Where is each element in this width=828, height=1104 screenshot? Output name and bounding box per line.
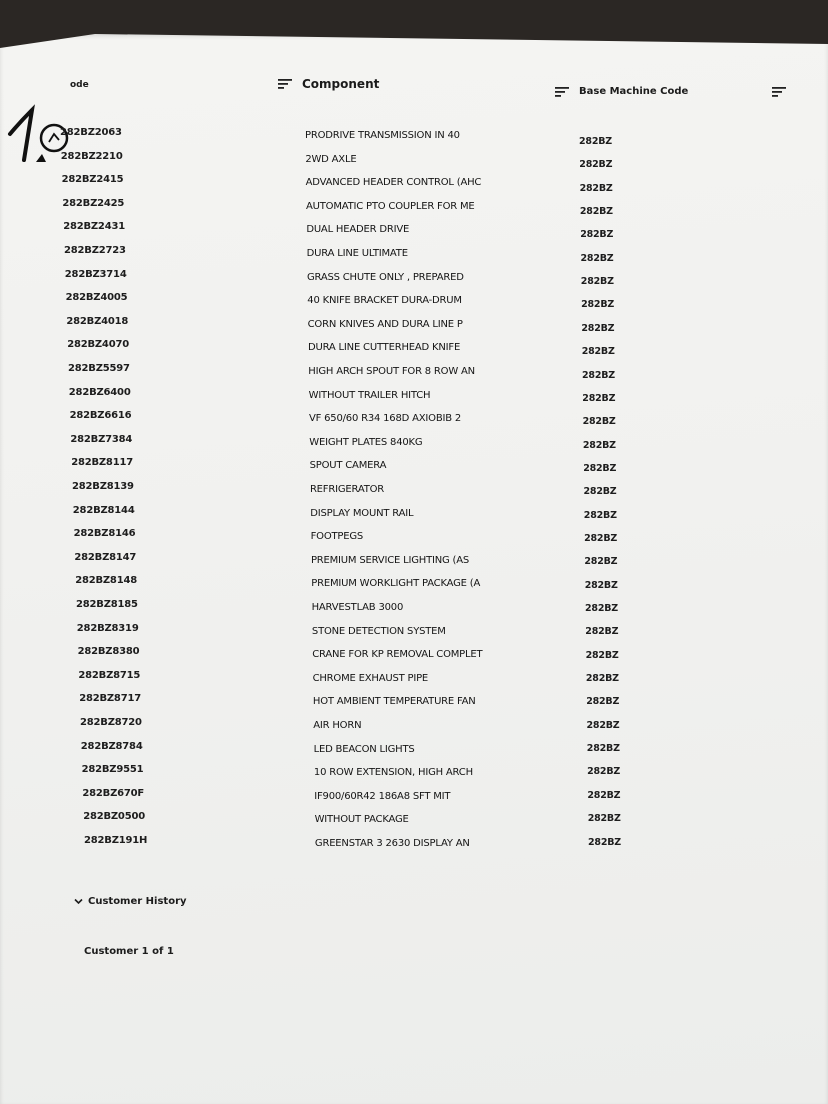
- header-extra-sort[interactable]: [772, 87, 786, 97]
- component-cell: PRODRIVE TRANSMISSION IN 40: [305, 130, 460, 141]
- base-machine-code-cell: 282BZ: [584, 556, 618, 568]
- base-machine-code-cell: 282BZ: [579, 136, 612, 147]
- component-cell: HIGH ARCH SPOUT FOR 8 ROW AN: [308, 366, 475, 377]
- code-cell: 282BZ2210: [60, 150, 123, 162]
- code-cell: 282BZ2425: [62, 197, 125, 209]
- base-machine-code-cell: 282BZ: [579, 159, 613, 171]
- base-machine-code-cell: 282BZ: [580, 276, 614, 288]
- code-cell: 282BZ2063: [60, 127, 122, 138]
- code-cell: 282BZ8148: [75, 575, 137, 587]
- sort-icon[interactable]: [278, 79, 292, 89]
- base-machine-code-cell: 282BZ: [581, 299, 615, 311]
- code-cell: 282BZ8380: [77, 646, 140, 658]
- code-cell: 282BZ7384: [70, 433, 133, 445]
- base-machine-code-cell: 282BZ: [579, 182, 613, 194]
- component-cell: PREMIUM SERVICE LIGHTING (AS: [310, 554, 470, 566]
- base-machine-code-cell: 282BZ: [585, 626, 619, 638]
- component-cell: FOOTPEGS: [310, 531, 364, 543]
- header-base-machine-code-label: Base Machine Code: [579, 86, 689, 97]
- code-cell: 282BZ2723: [64, 245, 126, 256]
- base-machine-code-cell: 282BZ: [587, 813, 621, 825]
- component-cell: DURA LINE ULTIMATE: [306, 248, 408, 259]
- chevron-down-icon: [74, 898, 83, 905]
- code-cell: 282BZ8144: [72, 504, 135, 516]
- base-machine-code-cell: 282BZ: [587, 789, 621, 801]
- component-cell: WITHOUT TRAILER HITCH: [308, 389, 431, 401]
- base-machine-code-cell: 282BZ: [584, 579, 618, 591]
- customer-pager: Customer 1 of 1: [84, 946, 174, 957]
- code-cell: 282BZ8139: [72, 481, 134, 492]
- code-cell: 282BZ2431: [63, 221, 125, 233]
- header-code[interactable]: [70, 80, 89, 90]
- header-code-label: ode: [70, 80, 89, 90]
- component-cell: STONE DETECTION SYSTEM: [311, 625, 446, 637]
- component-cell: REFRIGERATOR: [309, 484, 385, 495]
- component-cell: VF 650/60 R34 168D AXIOBIB 2: [308, 413, 462, 425]
- component-cell: AUTOMATIC PTO COUPLER FOR ME: [305, 200, 475, 212]
- code-cell: 282BZ5597: [68, 363, 130, 374]
- code-cell: 282BZ4005: [65, 292, 128, 304]
- code-cell: 282BZ4018: [66, 315, 129, 327]
- code-cell: 282BZ8715: [78, 669, 141, 681]
- code-cell: 282BZ8784: [80, 740, 143, 752]
- code-cell: 282BZ9551: [81, 764, 144, 776]
- customer-history-label: Customer History: [88, 896, 187, 907]
- code-cell: 282BZ8720: [80, 717, 142, 728]
- base-machine-code-cell: 282BZ: [586, 743, 620, 755]
- header-base-machine-code[interactable]: [555, 86, 688, 97]
- component-cell: DUAL HEADER DRIVE: [306, 224, 410, 236]
- component-cell: WITHOUT PACKAGE: [314, 814, 409, 826]
- component-cell: GRASS CHUTE ONLY , PREPARED: [306, 271, 464, 283]
- code-cell: 282BZ4070: [67, 339, 129, 351]
- component-cell: IF900/60R42 186A8 SFT MIT: [314, 790, 451, 802]
- base-machine-code-cell: 282BZ: [580, 252, 614, 264]
- component-cell: HARVESTLAB 3000: [311, 602, 404, 613]
- printed-sheet: [0, 34, 828, 1104]
- sort-icon[interactable]: [772, 87, 786, 97]
- base-machine-code-cell: 282BZ: [583, 462, 617, 474]
- code-cell: 282BZ0500: [83, 811, 145, 823]
- customer-history-toggle[interactable]: [74, 896, 187, 907]
- component-cell: SPOUT CAMERA: [309, 460, 387, 472]
- code-cell: 282BZ3714: [64, 268, 127, 280]
- component-cell: CORN KNIVES AND DURA LINE P: [307, 318, 463, 330]
- base-machine-code-cell: 282BZ: [582, 392, 616, 404]
- code-cell: 282BZ8117: [71, 457, 133, 469]
- base-machine-code-cell: 282BZ: [586, 696, 620, 708]
- code-cell: 282BZ6400: [68, 386, 131, 398]
- component-cell: 10 ROW EXTENSION, HIGH ARCH: [313, 767, 473, 779]
- header-component-label: Component: [302, 77, 380, 91]
- base-machine-code-cell: 282BZ: [580, 229, 614, 241]
- code-cell: 282BZ6616: [69, 410, 132, 422]
- component-cell: HOT AMBIENT TEMPERATURE FAN: [312, 696, 476, 708]
- component-cell: ADVANCED HEADER CONTROL (AHC: [305, 177, 482, 189]
- component-cell: GREENSTAR 3 2630 DISPLAY AN: [314, 838, 470, 849]
- base-machine-code-cell: 282BZ: [583, 509, 617, 521]
- header-component[interactable]: [278, 77, 379, 91]
- component-cell: DISPLAY MOUNT RAIL: [310, 507, 414, 519]
- code-cell: 282BZ8147: [74, 551, 137, 563]
- sort-icon[interactable]: [555, 87, 569, 97]
- component-cell: CHROME EXHAUST PIPE: [312, 672, 429, 684]
- code-cell: 282BZ8717: [79, 693, 141, 705]
- code-cell: 282BZ8319: [76, 622, 139, 634]
- base-machine-code-cell: 282BZ: [579, 206, 613, 218]
- code-cell: 282BZ8146: [73, 528, 136, 540]
- code-cell: 282BZ670F: [82, 787, 145, 799]
- base-machine-code-cell: 282BZ: [587, 766, 621, 778]
- base-machine-code-cell: 282BZ: [585, 673, 619, 685]
- component-cell: PREMIUM WORKLIGHT PACKAGE (A: [311, 578, 481, 590]
- base-machine-code-cell: 282BZ: [582, 416, 616, 428]
- base-machine-code-cell: 282BZ: [582, 369, 615, 381]
- component-cell: DURA LINE CUTTERHEAD KNIFE: [307, 342, 461, 354]
- base-machine-code-cell: 282BZ: [588, 836, 621, 848]
- code-cell: 282BZ8185: [76, 599, 138, 610]
- code-cell: 282BZ2415: [61, 174, 124, 186]
- base-machine-code-cell: 282BZ: [584, 532, 618, 544]
- component-cell: 2WD AXLE: [305, 153, 357, 165]
- base-machine-code-cell: 282BZ: [581, 322, 615, 334]
- component-cell: 40 KNIFE BRACKET DURA-DRUM: [307, 295, 462, 307]
- base-machine-code-cell: 282BZ: [583, 486, 617, 498]
- base-machine-code-cell: 282BZ: [582, 439, 616, 451]
- base-machine-code-cell: 282BZ: [585, 603, 618, 614]
- component-cell: AIR HORN: [313, 720, 362, 731]
- component-cell: LED BEACON LIGHTS: [313, 743, 415, 755]
- base-machine-code-cell: 282BZ: [581, 346, 615, 358]
- component-cell: CRANE FOR KP REMOVAL COMPLET: [312, 649, 483, 661]
- base-machine-code-cell: 282BZ: [585, 649, 619, 661]
- base-machine-code-cell: 282BZ: [586, 719, 620, 731]
- component-cell: WEIGHT PLATES 840KG: [309, 436, 423, 448]
- code-cell: 282BZ191H: [84, 835, 148, 846]
